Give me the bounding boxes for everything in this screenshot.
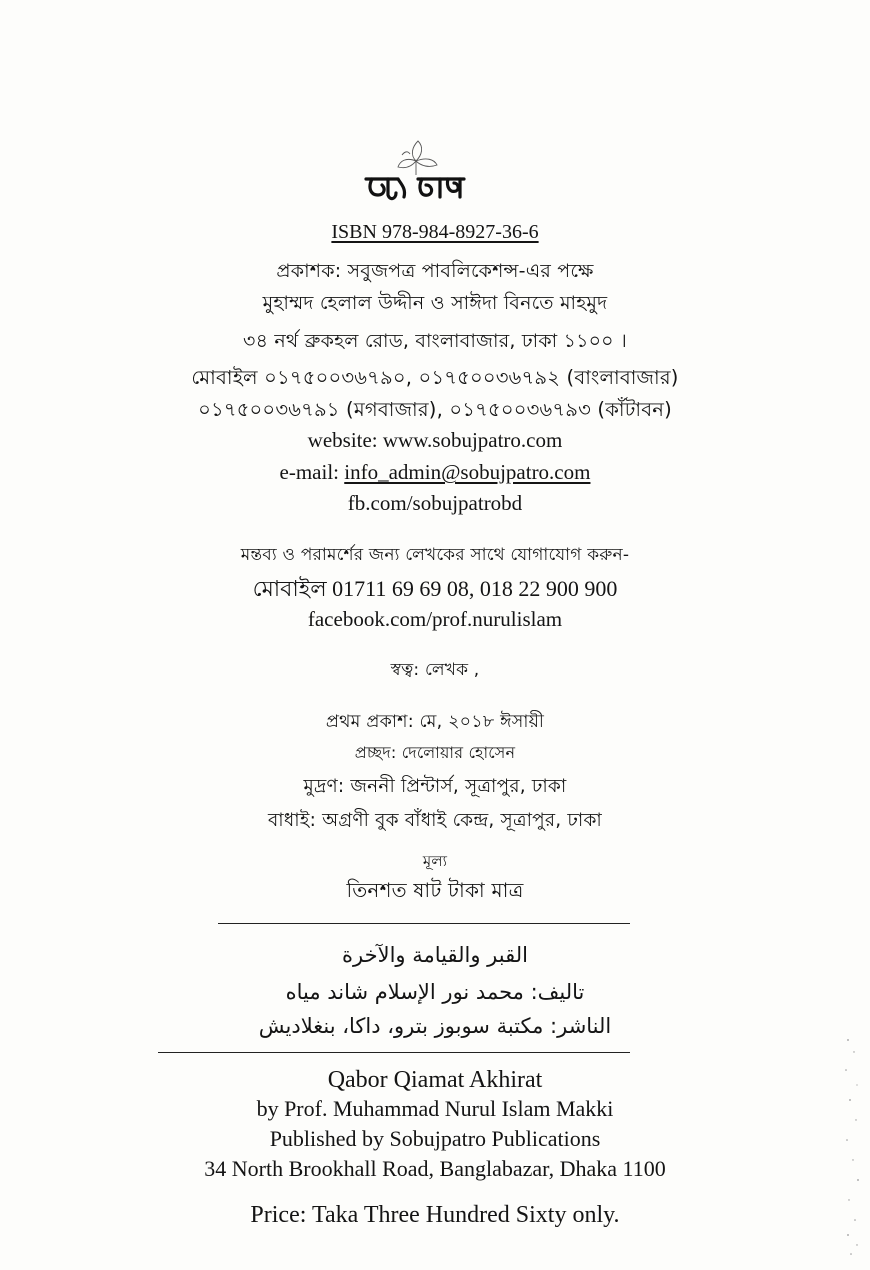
publisher-logo [360, 135, 470, 207]
email-link[interactable]: info_admin@sobujpatro.com [344, 460, 591, 484]
english-publisher: Published by Sobujpatro Publications [269, 1126, 601, 1151]
english-author: by Prof. Muhammad Nurul Islam Makki [256, 1096, 614, 1121]
publisher-facebook: fb.com/sobujpatrobd [347, 491, 523, 515]
publisher-line: প্রকাশক: সবুজপত্র পাবলিকেশন্স-এর পক্ষে [276, 260, 594, 282]
price-bengali: তিনশত ষাট টাকা মাত্র [346, 878, 524, 902]
author-contact-note: মন্তব্য ও পরামর্শের জন্য লেখকের সাথে যোগাযোগ করুন- [240, 545, 630, 565]
publisher-mobile-2: ০১৭৫০০৩৬৭৯১ (মগবাজার), ০১৭৫০০৩৬৭৯৩ (কাঁটাবন) [198, 398, 672, 421]
printer: মুদ্রণ: জননী প্রিন্টার্স, সূত্রাপুর, ঢাকা [303, 776, 567, 797]
publisher-website: website: www.sobujpatro.com [307, 428, 563, 452]
publisher-address: ৩৪ নর্থ ব্রুকহল রোড, বাংলাবাজার, ঢাকা ১১০০ । [243, 330, 627, 352]
copyright-owner: স্বত্ব: লেখক , [390, 660, 480, 680]
author-facebook: facebook.com/prof.nurulislam [307, 607, 563, 631]
english-price: Price: Taka Three Hundred Sixty only. [250, 1202, 620, 1228]
first-publication: প্রথম প্রকাশ: মে, ২০১৮ ঈসায়ী [325, 712, 545, 732]
divider-top [218, 923, 630, 924]
isbn: ISBN 978-984-8927-36-6 [331, 221, 539, 243]
scan-noise [842, 1030, 864, 1260]
arabic-publisher: الناشر: مكتبة سوبوز بترو، داكا، بنغلاديش [258, 1014, 612, 1038]
cover-designer: প্রচ্ছদ: দেলোয়ার হোসেন [354, 743, 516, 762]
arabic-title: القبر والقيامة والآخرة [342, 943, 528, 967]
english-title: Qabor Qiamat Akhirat [327, 1067, 543, 1093]
publisher-email [0, 462, 870, 483]
author-mobile: মোবাইল 01711 69 69 08, 018 22 900 900 [252, 576, 618, 601]
english-address: 34 North Brookhall Road, Banglabazar, Dhaka 1100 [204, 1156, 666, 1181]
publisher-names: মুহাম্মদ হেলাল উদ্দীন ও সাঈদা বিনতে মাহমুদ [262, 292, 608, 314]
email-label: e-mail: [279, 460, 345, 484]
arabic-author: تاليف: محمد نور الإسلام شاند مياه [285, 980, 585, 1004]
price-label: মূল্য [422, 852, 448, 870]
binder: বাধাই: অগ্রণী বুক বাঁধাই কেন্দ্র, সূত্রাপুর, ঢাকা [268, 810, 602, 831]
divider-bottom [158, 1052, 630, 1053]
publisher-mobile-1: মোবাইল ০১৭৫০০৩৬৭৯০, ০১৭৫০০৩৬৭৯২ (বাংলাবাজার) [191, 366, 679, 389]
